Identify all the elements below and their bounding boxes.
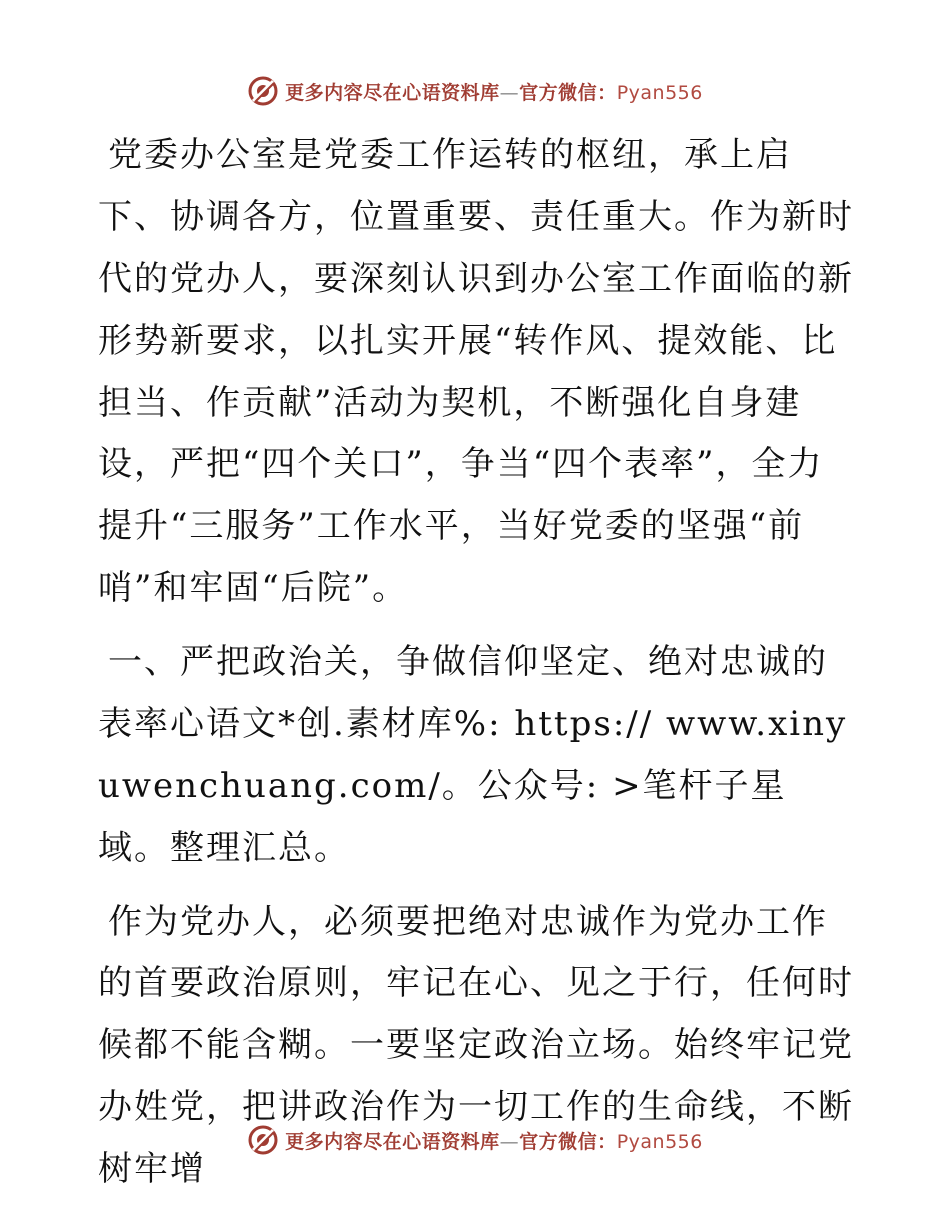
document-body	[98, 125, 858, 1201]
brand-logo-icon	[247, 1124, 279, 1156]
footer-banner-text	[285, 1127, 703, 1154]
footer-wechat-id: Pyan556	[616, 1130, 703, 1153]
header-banner-text	[285, 78, 703, 105]
header-banner	[0, 71, 950, 111]
header-separator: —	[499, 81, 520, 104]
header-wechat-id: Pyan556	[616, 81, 703, 104]
footer-official-label: 官方微信：	[519, 1130, 617, 1153]
header-official-label: 官方微信：	[519, 81, 617, 104]
paragraph-intro: 党委办公室是党委工作运转的枢纽，承上启下、协调各方，位置重要、责任重大。作为新时代的党办人，要深刻认识到办公室工作面临的新形势新要求，以扎实开展“转作风、提效能、比担当、作贡献”活动为契机，不断强化自身建设，严把“四个关口”，争当“四个表率”，全力提升“三服务”工作水平，当好党委的坚强“前哨”和牢固“后院”。	[98, 135, 854, 609]
brand-logo-icon	[247, 75, 279, 107]
footer-separator: —	[499, 1130, 520, 1153]
paragraph-body: 作为党办人，必须要把绝对忠诚作为党办工作的首要政治原则，牢记在心、见之于行，任何时候都不能含糊。一要坚定政治立场。始终牢记党办姓党，把讲政治作为一切工作的生命线，不断树牢增	[98, 901, 854, 1189]
paragraph-heading-one: 一、严把政治关，争做信仰坚定、绝对忠诚的表率心语文*创.素材库%: https:// www.xinyuwenchuang.com/。公众号: >笔杆子星域。整理汇总。	[98, 642, 848, 868]
footer-banner	[0, 1120, 950, 1160]
header-site-name: 更多内容尽在心语资料库	[285, 81, 500, 104]
footer-site-name: 更多内容尽在心语资料库	[285, 1130, 500, 1153]
